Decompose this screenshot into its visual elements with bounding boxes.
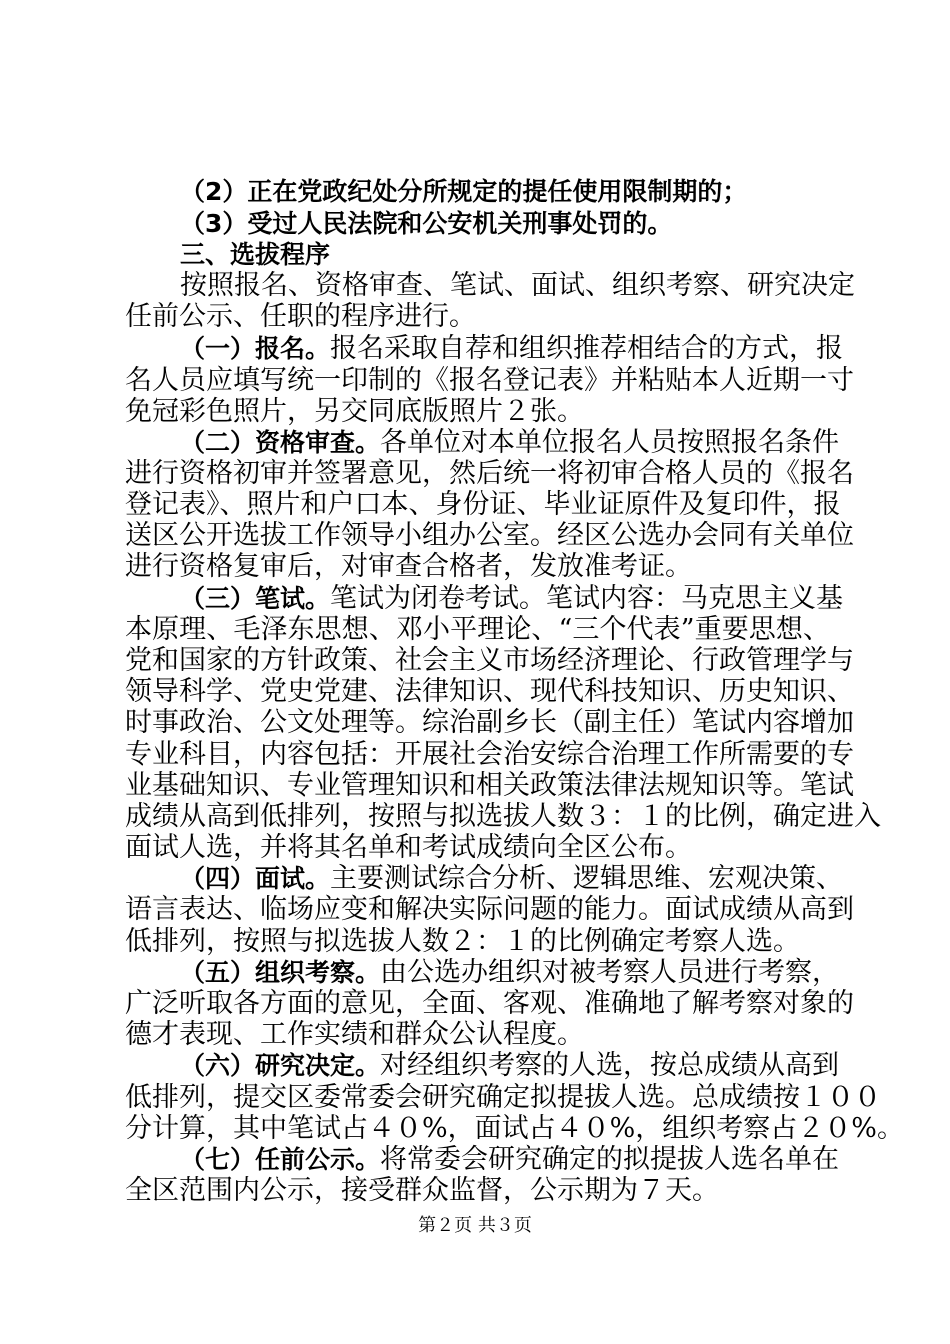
paragraph-text: 分计算，其中笔试占４０%，面试占４０%，组织考察占２０%。	[125, 1113, 904, 1144]
condition-item-3-text: （3）受过人民法院和公安机关刑事处罚的。	[180, 209, 673, 238]
step-1-line-2	[125, 364, 854, 398]
step-2-heading: （二）资格审查。	[180, 428, 381, 457]
paragraph-text: 登记表》、照片和户口本、身份证、毕业证原件及复印件，报	[125, 489, 841, 520]
step-3-heading: （三）笔试。	[180, 584, 331, 613]
step-3-line-1	[180, 582, 844, 616]
paragraph-text: 任前公示、任职的程序进行。	[125, 301, 476, 332]
condition-item-3	[180, 207, 672, 241]
step-2-line-4	[125, 519, 854, 553]
paragraph-text: 免冠彩色照片，另交同底版照片２张。	[125, 396, 584, 427]
paragraph-text: 低排列，按照与拟选拔人数２：１的比例确定考察人选。	[125, 926, 800, 957]
paragraph-text: 时事政治、公文处理等。综治副乡长（副主任）笔试内容增加	[125, 707, 854, 738]
step-2-line-2	[125, 457, 854, 491]
paragraph-text: 面试人选，并将其名单和考试成绩向全区公布。	[125, 832, 692, 863]
step-5-line-3	[125, 1018, 584, 1052]
step-6-line-1	[180, 1049, 840, 1083]
step-3-line-6	[125, 738, 854, 772]
step-3-line-3	[125, 644, 854, 678]
paragraph-text: 由公选办组织对被考察人员进行考察，	[380, 957, 840, 988]
paragraph-text: 本原理、毛泽东思想、邓小平理论、“三个代表”重要思想、	[125, 614, 830, 645]
step-5-line-1	[180, 956, 840, 990]
step-4-line-2	[125, 893, 854, 927]
step-1-line-1	[180, 332, 844, 366]
step-3-line-5	[125, 706, 854, 740]
section-heading-3	[180, 238, 330, 272]
step-6-heading: （六）研究决定。	[180, 1051, 381, 1080]
step-1-line-3	[125, 395, 584, 429]
step-2-line-5	[125, 550, 692, 584]
step-4-line-3	[125, 925, 800, 959]
step-7-line-2	[125, 1174, 719, 1208]
paragraph-text: 进行资格复审后，对审查合格者，发放准考证。	[125, 551, 692, 582]
step-5-line-2	[125, 987, 854, 1021]
paragraph-text: 低排列，提交区委常委会研究确定拟提拔人选。总成绩按１００	[125, 1082, 881, 1113]
step-2-line-3	[125, 488, 841, 522]
step-6-line-2	[125, 1081, 881, 1115]
step-7-line-1	[180, 1143, 840, 1177]
paragraph-text: 报名采取自荐和组织推荐相结合的方式，报	[330, 333, 844, 364]
paragraph-text: 德才表现、工作实绩和群众公认程度。	[125, 1019, 584, 1050]
paragraph-text: 对经组织考察的人选，按总成绩从高到	[380, 1050, 840, 1081]
paragraph-text: 进行资格初审并签署意见，然后统一将初审合格人员的《报名	[125, 458, 854, 489]
paragraph-text: 名人员应填写统一印制的《报名登记表》并粘贴本人近期一寸	[125, 365, 854, 396]
condition-item-2	[180, 175, 747, 209]
paragraph-text: 送区公开选拔工作领导小组办公室。经区公选办会同有关单位	[125, 520, 854, 551]
step-3-line-7	[125, 769, 854, 803]
section-heading-3-text: 三、选拔程序	[180, 240, 331, 269]
paragraph-text: 成绩从高到低排列，按照与拟选拔人数３：１的比例，确定进入	[125, 801, 881, 832]
step-7-heading: （七）任前公示。	[180, 1145, 381, 1174]
step-3-line-9	[125, 831, 692, 865]
paragraph-text: 专业科目，内容包括：开展社会治安综合治理工作所需要的专	[125, 739, 854, 770]
condition-item-2-text: （2）正在党政纪处分所规定的提任使用限制期的；	[180, 177, 748, 206]
procedure-intro-line-2	[125, 300, 476, 334]
step-4-line-1	[180, 862, 844, 896]
paragraph-text: 广泛听取各方面的意见，全面、客观、准确地了解考察对象的	[125, 988, 854, 1019]
paragraph-text: 业基础知识、专业管理知识和相关政策法律法规知识等。笔试	[125, 770, 854, 801]
step-2-line-1	[180, 426, 840, 460]
paragraph-text: 将常委会研究确定的拟提拔人选名单在	[380, 1144, 840, 1175]
paragraph-text: 主要测试综合分析、逻辑思维、宏观决策、	[330, 863, 844, 894]
step-3-line-8	[125, 800, 881, 834]
paragraph-text: 语言表达、临场应变和解决实际问题的能力。面试成绩从高到	[125, 894, 854, 925]
step-4-heading: （四）面试。	[180, 864, 331, 893]
paragraph-text: 笔试为闭卷考试。笔试内容：马克思主义基	[330, 583, 844, 614]
procedure-intro-line-1	[180, 269, 855, 303]
paragraph-text: 领导科学、党史党建、法律知识、现代科技知识、历史知识、	[125, 676, 854, 707]
step-3-line-4	[125, 675, 854, 709]
paragraph-text: 各单位对本单位报名人员按照报名条件	[380, 427, 840, 458]
paragraph-text: 全区范围内公示，接受群众监督，公示期为７天。	[125, 1175, 719, 1206]
step-3-line-2	[125, 613, 830, 647]
step-6-line-3	[125, 1112, 904, 1146]
page-number-footer: 第２页 共３页	[418, 1215, 532, 1236]
paragraph-text: 按照报名、资格审查、笔试、面试、组织考察、研究决定	[180, 270, 855, 301]
step-5-heading: （五）组织考察。	[180, 958, 381, 987]
step-1-heading: （一）报名。	[180, 334, 331, 363]
paragraph-text: 党和国家的方针政策、社会主义市场经济理论、行政管理学与	[125, 645, 854, 676]
